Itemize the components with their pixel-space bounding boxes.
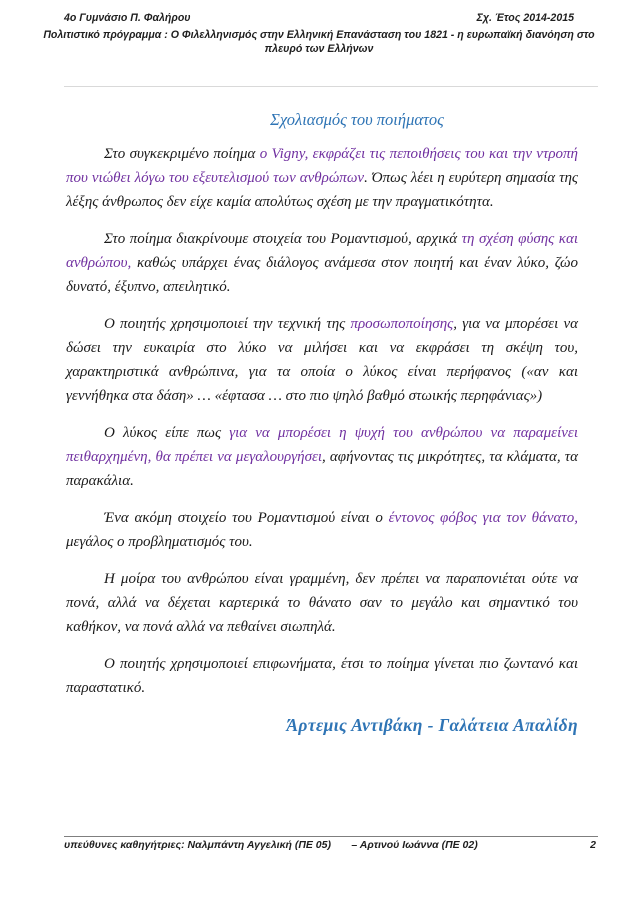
footer-teachers: υπεύθυνες καθηγήτριες: Ναλμπάντη Αγγελική (ΠΕ 05) – Αρτινού Ιωάννα (ΠΕ 02) [64, 839, 478, 851]
paragraph-text: Ένα ακόμη στοιχείο του Ρομαντισμού είναι ο [104, 510, 389, 526]
paragraph [66, 567, 578, 639]
paragraph-text: Η μοίρα του ανθρώπου είναι γραμμένη, δεν πρέπει να παραπονιέται ούτε να πονά, αλλά να δέχεται καρτερικά το θάνατο σαν το μεγάλο και σημαντικό του καθήκον, να πονά αλλά να πεθαίνει σιωπηλά. [66, 571, 578, 635]
school-name: 4ο Γυμνάσιο Π. Φαλήρου [64, 12, 191, 24]
section-title: Σχολιασμός του ποιήματος [270, 110, 444, 129]
paragraph [66, 142, 578, 214]
paragraph [66, 506, 578, 554]
header-divider [64, 86, 598, 87]
page-number: 2 [590, 839, 596, 851]
paragraph [66, 652, 578, 700]
paragraph-text: Στο συγκεκριμένο ποίημα [104, 146, 260, 162]
paragraph [66, 312, 578, 408]
paragraph-text: Ο ποιητής χρησιμοποιεί επιφωνήματα, έτσι το ποίημα γίνεται πιο ζωντανό και παραστατικό. [66, 656, 578, 696]
document-body [66, 100, 578, 737]
program-title: Πολιτιστικό πρόγραμμα : Ο Φιλελληνισμός στην Ελληνική Επανάσταση του 1821 - η ευρωπαϊκή διανόηση στο πλευρό των Ελλήνων [43, 29, 595, 55]
page-header [0, 12, 638, 56]
paragraph-text: καθώς υπάρχει ένας διάλογος ανάμεσα στον ποιητή και έναν λύκο, ζώο δυνατό, έξυπνο, απειλητικό. [66, 255, 578, 295]
paragraph-text: Ο ποιητής χρησιμοποιεί την τεχνική της [104, 316, 351, 332]
paragraph-text: Ο λύκος είπε πως [104, 425, 230, 441]
paragraph-text: , για να μπορέσει να δώσει την ευκαιρία στο λύκο να μιλήσει και να εκφράσει τη σκέψη του, χαρακτηριστικά ανθρώπινα, για τα οποία ο λύκος είναι περήφανος («αν και γεννήθηκα στα δάση» … «έφτασα … στο πιο ψηλό βαθμό στωικής περηφάνιας») [66, 316, 578, 404]
highlighted-phrase: έντονος φόβος για τον θάνατο, [388, 510, 578, 526]
highlighted-phrase: προσωποποίησης [350, 316, 454, 332]
footer-divider [64, 836, 598, 837]
paragraph [66, 227, 578, 299]
highlighted-phrase: για να μπορέσει η ψυχή του ανθρώπου να παραμείνει πειθαρχημένη, θα πρέπει να μεγαλουργήσει [66, 425, 578, 465]
signature: Άρτεμις Αντιβάκη - Γαλάτεια Απαλίδη [286, 715, 578, 735]
paragraph-text: μεγάλος ο προβληματισμός του. [66, 534, 253, 550]
paragraph-text: Στο ποίημα διακρίνουμε στοιχεία του Ρομαντισμού, αρχικά [104, 231, 462, 247]
highlighted-phrase: τη σχέση φύσης και ανθρώπου, [66, 231, 578, 271]
paragraph-text: , αφήνοντας τις μικρότητες, τα κλάματα, τα παρακάλια. [66, 449, 578, 489]
paragraph [66, 421, 578, 493]
page-footer [64, 839, 598, 851]
school-year: Σχ. Έτος 2014-2015 [476, 12, 574, 24]
highlighted-phrase: ο Vigny, εκφράζει τις πεποιθήσεις του και την ντροπή που νιώθει λόγω του εξευτελισμού των ανθρώπων [66, 146, 578, 186]
paragraph-list [66, 142, 578, 700]
paragraph-text: . Όπως λέει η ευρύτερη σημασία της λέξης άνθρωπος δεν είχε καμία απολύτως σχέση με την πραγματικότητα. [66, 170, 579, 210]
